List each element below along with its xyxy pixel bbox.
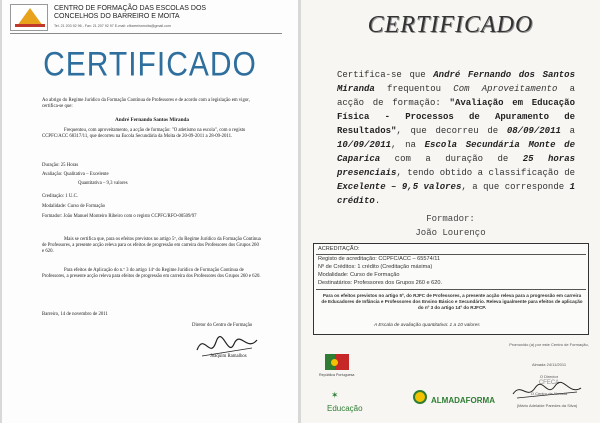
school-name: Escola Secundária Monte de Caparica bbox=[337, 140, 575, 164]
para-text: . bbox=[374, 196, 381, 206]
para-text: , a que corresponde bbox=[461, 182, 570, 192]
republica-label: República Portuguesa bbox=[319, 373, 355, 377]
accreditation-heading: ACREDITAÇÃO: bbox=[318, 246, 360, 252]
course-hours: 25 horas presenciais bbox=[337, 154, 575, 178]
header-divider bbox=[10, 33, 282, 34]
para-text: Com Aproveitamento bbox=[453, 84, 558, 94]
start-date: 08/09/2011 bbox=[506, 126, 561, 136]
director-name-right: (Mário Adelaide Paredes da Silva) bbox=[516, 403, 578, 408]
trainer: Formador: João Manuel Monteiro Ribeiro com o registo CCPFC/RFO-00509/97 bbox=[42, 214, 197, 219]
school-logo bbox=[10, 4, 48, 31]
accreditation-target: Destinatários: Professores dos Grupos 260 e 620. bbox=[318, 280, 443, 286]
education-logo: Educação bbox=[327, 404, 363, 413]
evaluation-qualitative: Avaliação: Qualitativa – Excelente bbox=[42, 172, 109, 177]
para-text: frequentou bbox=[374, 84, 454, 94]
accreditation-credits: Nº de Créditos: 1 crédito (Creditação máxima) bbox=[318, 264, 433, 270]
para-text: , tendo obtido a classificação de bbox=[396, 168, 575, 178]
para-text: Certifica-se que bbox=[337, 70, 434, 80]
certificate-title: CERTIFICADO bbox=[43, 45, 257, 84]
course-title: "Avaliação em Educação Física - Processos de Apuramento de Resultados" bbox=[337, 98, 575, 136]
application-paragraph: Para efeitos de Aplicação do n.º 3 do artigo 14º do Regime Jurídico de Formação Contínua de Professores, a presente acção releva para efeitos de progressão em carreira dos Professores dos Grupos 260 e 620. bbox=[42, 268, 261, 279]
director-title: O Director bbox=[539, 374, 559, 379]
accreditation-modality: Modalidade: Curso de Formação bbox=[318, 272, 400, 278]
evaluation-quantitative: Quantitativa – 9,3 valores bbox=[78, 181, 128, 186]
duration: Duração: 25 Horas bbox=[42, 163, 79, 168]
accreditation-legal: Para os efeitos previstos no artigo 5º, do RJFC de Professores, a presente acção releva para a progressão em carreira de Educadores de Infância e Professores dos Ensino Básico e Secundário. Releva igualmente para efeitos de aplicação do nº 3 do artigo 14º do RJFCP. bbox=[321, 293, 583, 310]
para-text: com a duração de bbox=[380, 154, 523, 164]
header-title-line1: CENTRO DE FORMAÇÃO DAS ESCOLAS DOS bbox=[54, 5, 207, 12]
intro-text: Ao abrigo do Regime Jurídico da Formação Contínua de Professores e de acordo com a legislação em vigor, certifica-se que: bbox=[42, 98, 250, 109]
evaluation-scale: A Escala de avaliação quantitativa: 1 a 10 valores bbox=[374, 323, 480, 328]
para-text: , na bbox=[391, 140, 425, 150]
director-role: O Centro de Almada bbox=[530, 391, 568, 396]
credits: Creditação: 1 U.C. bbox=[42, 194, 78, 199]
cfeca-stamp: CFECA bbox=[538, 380, 560, 386]
portugal-flag-logo bbox=[325, 354, 349, 370]
issue-date: Barreiro, 14 de novembro de 2011 bbox=[42, 312, 108, 317]
trainer-label: Formador: bbox=[426, 214, 475, 224]
header-title bbox=[54, 5, 206, 21]
accreditation-box bbox=[313, 243, 589, 335]
recipient-name-right: André Fernando dos Santos Miranda bbox=[337, 70, 575, 94]
promoted-by: Promovido (a) por este Centro de Formação, bbox=[509, 342, 589, 347]
para-text: a bbox=[560, 126, 575, 136]
course-paragraph: Frequentou, com aproveitamento, a acção de formação: "O atletismo na escola", com o registo CCPFC/ACC 68317/11, que decorreu na Escola Secundária da Moita de 20-09-2011 a 28-09-2011. bbox=[42, 128, 246, 139]
header-title-line2: CONCELHOS DO BARREIRO E MOITA bbox=[54, 13, 180, 20]
signature-date: Almada 24/11/2011 bbox=[531, 362, 567, 367]
left-certificate bbox=[2, 0, 298, 423]
certificate-paragraph bbox=[337, 68, 575, 208]
school-header bbox=[10, 4, 280, 32]
para-text: , que decorreu de bbox=[396, 126, 507, 136]
end-date: 10/09/2011 bbox=[337, 140, 392, 150]
certificate-title-right: CERTIFICADO bbox=[367, 12, 534, 38]
modality: Modalidade: Curso de Formação bbox=[42, 204, 106, 209]
para-text: a acção de formação: bbox=[337, 84, 575, 108]
progression-paragraph: Mais se certifica que, para os efeitos previstos no artigo 5º, do Regime Jurídico da Formação Contínua de Professores, a presente acção releva para os efeitos de progressão em carreira dos Professores dos Grupos 260 e 620. bbox=[42, 237, 261, 254]
header-contact: Tel. 21 203 92 96 - Fax: 21 207 92 97 E-mail: cfbarreiromoita@gmail.com bbox=[54, 24, 171, 28]
almadaforma-logo: ALMADAFORMA bbox=[431, 396, 495, 405]
trainer-name: João Lourenço bbox=[415, 228, 486, 238]
box-divider bbox=[316, 254, 586, 255]
director-name: Joaquim Ramalhos bbox=[210, 354, 247, 359]
director-label: Diretor do Centro de Formação bbox=[192, 323, 253, 328]
grade: Excelente – 9,5 valores bbox=[337, 182, 462, 192]
right-certificate bbox=[301, 0, 600, 423]
accreditation-registo: Registo de acreditação: CCPFC/ACC – 65574/11 bbox=[318, 256, 441, 262]
almadaforma-logo-mark bbox=[413, 390, 427, 404]
education-logo-mark: ✶ bbox=[331, 390, 339, 400]
box-divider bbox=[316, 289, 586, 290]
credit: 1 crédito bbox=[337, 182, 575, 206]
recipient-name: André Fernando Santos Miranda bbox=[115, 117, 189, 123]
